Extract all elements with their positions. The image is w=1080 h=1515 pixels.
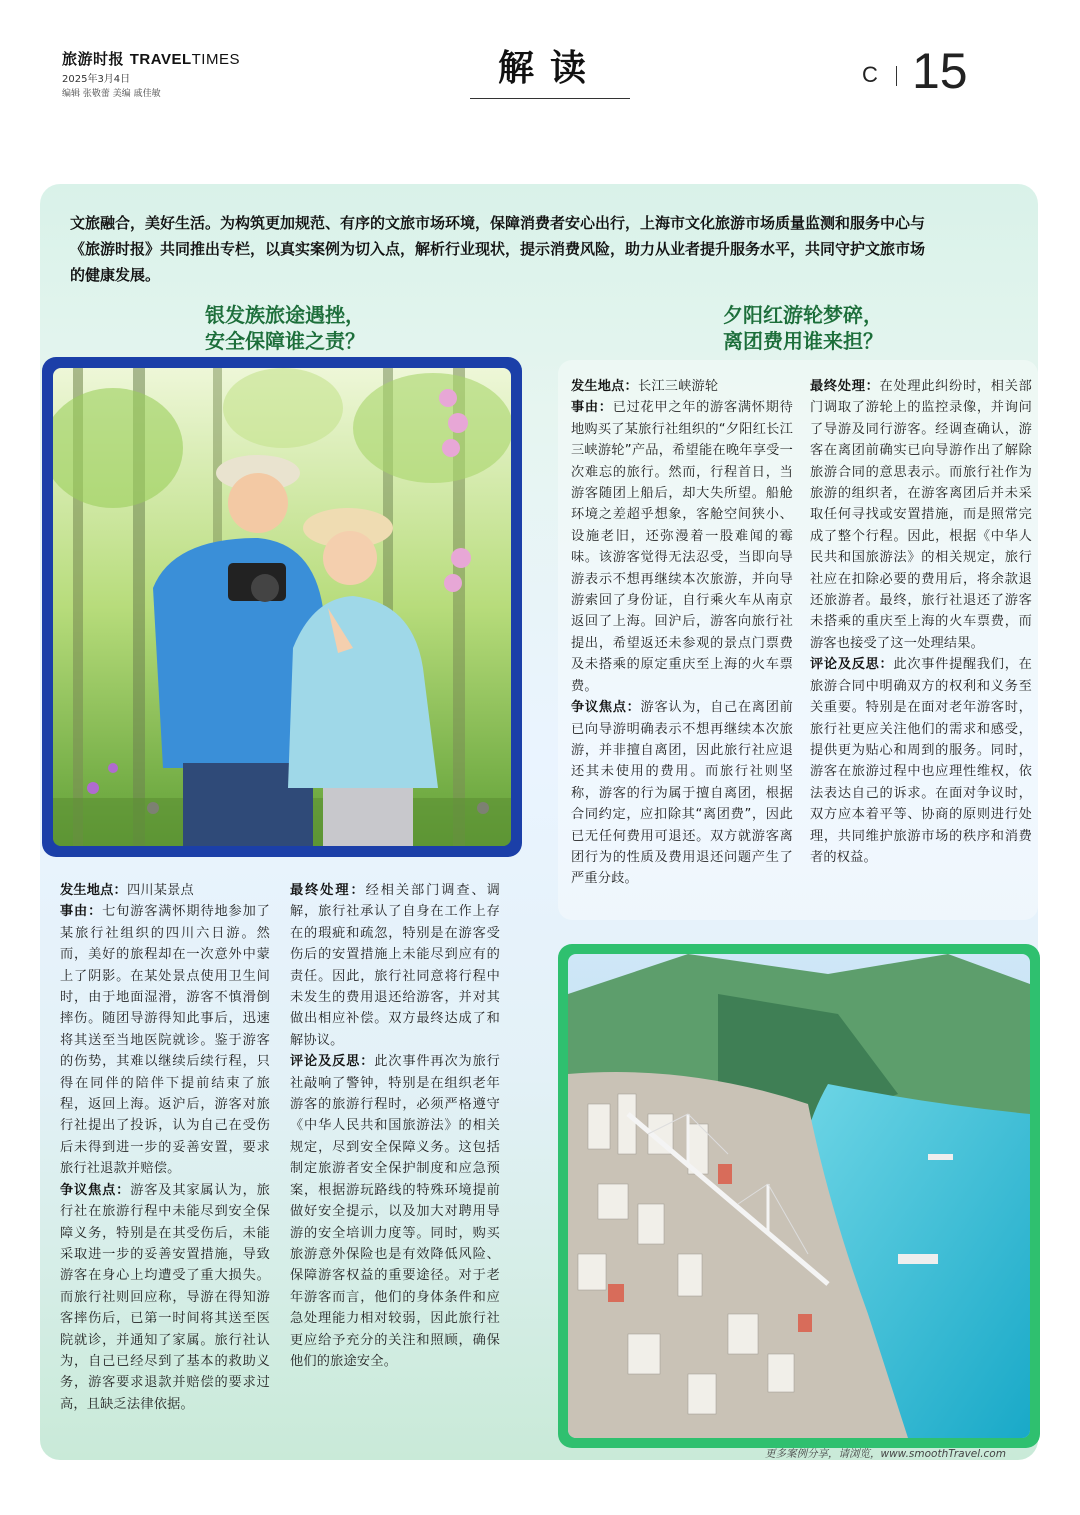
case2-title-line2: 离团费用谁来担？ bbox=[723, 329, 883, 353]
case1-location: 四川某景点 bbox=[126, 883, 194, 898]
section-title: 解读 bbox=[497, 47, 602, 89]
case1-title-line1: 银发族旅途遇挫， bbox=[205, 303, 365, 327]
case1-dispute-label: 争议焦点： bbox=[60, 1182, 131, 1198]
case2-review: 此次事件提醒我们，在旅游合同中明确双方的权利和义务至关重要。特别是在面对老年游客时，旅行社更应关注他们的需求和感受，提供更为贴心和周到的服务。同时，游客在旅游过程中也应理性维权，依法表达自己的诉求。在面对争议时，双方应本着平等、协商的原则进行处理，共同维护旅游市场的秩序和消费者的权益。 bbox=[810, 657, 1033, 865]
case1-review: 此次事件再次为旅行社敲响了警钟，特别是在组织老年游客的旅游行程时，必须严格遵守《中华人民共和国旅游法》的相关规定，尽到安全保障义务。这包括制定旅游者安全保护制度和应急预案，根据游玩路线的特殊环境提前做好安全提示，以及加大对聘用导游的安全培训力度等。同时，购买旅游意外保险也是有效降低风险、保障游客权益的重要途径。对于老年游客而言，他们的身体条件和应急处理能力相对较弱，因此旅行社更应给予充分的关注和照顾，确保他们的旅途安全。 bbox=[290, 1054, 500, 1369]
case2-final: 在处理此纠纷时，相关部门调取了游轮上的监控录像，并询问了导游及同行游客。经调查确认，游客在离团前确实已向导游作出了解除旅游合同的意思表示。而旅行社作为旅游的组织者，在游客离团后并未采取任何寻找或安置措施，而是照常完成了整个行程。因此，根据《中华人民共和国旅游法》的相关规定，旅行社应在扣除必要的费用后，将余款退还旅游者。最终，旅行社退还了游客未搭乘的重庆至上海的火车票费，而游客也接受了这一处理结果。 bbox=[810, 379, 1033, 651]
three-gorges-photo bbox=[558, 944, 1040, 1448]
case1-location-label: 发生地点： bbox=[60, 883, 127, 898]
couple-illustration bbox=[53, 368, 511, 846]
case1-column-1 bbox=[60, 880, 270, 1415]
masthead bbox=[62, 48, 240, 69]
page-letter: C bbox=[862, 62, 897, 88]
case2-column-1 bbox=[571, 376, 793, 890]
issue-date: 2025年3月4日 bbox=[62, 74, 131, 85]
case1-dispute: 游客及其家属认为，旅行社在旅游行程中未能尽到安全保障义务，特别是在其受伤后，未能采取进一步的妥善安置措施，导致游客在身心上均遭受了重大损失。而旅行社则回应称，导游在得知游客摔伤后，已第一时间将其送至医院就诊，并通知了家属。旅行社认为，自己已经尽到了基本的救助义务，游客要求退款并赔偿的要求过高，且缺乏法律依据。 bbox=[60, 1182, 270, 1412]
case2-title bbox=[678, 302, 928, 354]
case2-column-2 bbox=[810, 376, 1032, 868]
footer-link-text: 更多案例分享，请浏览，www.smoothTravel.com bbox=[765, 1448, 1006, 1460]
case1-column-2 bbox=[290, 880, 500, 1372]
section-divider bbox=[470, 98, 630, 99]
intro-paragraph: 文旅融合，美好生活。为构筑更加规范、有序的文旅市场环境，保障消费者安心出行，上海市文化旅游市场质量监测和服务中心与《旅游时报》共同推出专栏，以真实案例为切入点，解析行业现状，提示消费风险，助力从业者提升服务水平，共同守护文旅市场的健康发展。 bbox=[70, 214, 926, 284]
brand-en-bold: TRAVEL bbox=[129, 51, 192, 68]
case2-event-label: 事由： bbox=[571, 400, 613, 416]
elderly-couple-photo bbox=[42, 357, 522, 857]
editor-credit: 编辑 张敬蕾 美编 戚佳敏 bbox=[62, 89, 161, 99]
case1-review-label: 评论及反思： bbox=[290, 1054, 375, 1070]
case2-location: 长江三峡游轮 bbox=[637, 379, 719, 394]
case1-event: 七旬游客满怀期待地参加了某旅行社组织的四川六日游。然而，美好的旅程却在一次意外中蒙上了阴影。在某处景点使用卫生间时，由于地面湿滑，游客不慎滑倒摔伤。随团导游得知此事后，迅速将其送至当地医院就诊。鉴于游客的伤势，其难以继续后续行程，只得在同伴的陪伴下提前结束了旅程，返回上海。返沪后，游客对旅行社提出了投诉，认为自己在受伤后未得到进一步的妥善安置，要求旅行社退款并赔偿。 bbox=[60, 904, 270, 1177]
case2-location-label: 发生地点： bbox=[571, 379, 638, 394]
case2-dispute-label: 争议焦点： bbox=[571, 700, 641, 716]
brand-cn: 旅游时报 bbox=[62, 50, 125, 68]
case1-final: 经相关部门调查、调解，旅行社承认了自身在工作上存在的瑕疵和疏忽，特别是在游客受伤后的安置措施上未能尽到应有的责任。因此，旅行社同意将行程中未发生的费用退还给游客，并对其做出相应补偿。双方最终达成了和解协议。 bbox=[290, 883, 500, 1048]
case1-event-label: 事由： bbox=[60, 904, 103, 920]
case1-final-label: 最终处理： bbox=[290, 883, 366, 898]
page-number: 15 bbox=[912, 43, 968, 99]
case2-dispute: 游客认为，自己在离团前已向导游明确表示不想再继续本次旅游，并非擅自离团，因此旅行社应退还其未使用的费用。而旅行社则坚称，游客的行为属于擅自离团，根据合同约定，应扣除其“离团费”，因此已无任何费用可退还。双方就游客离团行为的性质及费用退还问题产生了严重分歧。 bbox=[571, 700, 794, 887]
river-illustration bbox=[568, 954, 1030, 1438]
case1-title-line2: 安全保障谁之责？ bbox=[205, 329, 365, 353]
brand-en-light: TIMES bbox=[191, 51, 240, 68]
case1-title bbox=[160, 302, 410, 354]
case2-review-label: 评论及反思： bbox=[810, 657, 894, 673]
case2-final-label: 最终处理： bbox=[810, 379, 880, 394]
case2-event: 已过花甲之年的游客满怀期待地购买了某旅行社组织的“夕阳红长江三峡游轮”产品，希望能在晚年享受一次难忘的旅行。然而，行程首日，当游客随团上船后，却大失所望。船舱环境之差超乎想象，客舱空间狭小、设施老旧，还弥漫着一股难闻的霉味。该游客觉得无法忍受，当即向导游表示不想再继续本次旅游，并向导游索回了身份证，自行乘火车从南京返回了上海。回沪后，游客向旅行社提出，希望返还未参观的景点门票费及未搭乘的原定重庆至上海的火车票费。 bbox=[571, 400, 793, 694]
case2-title-line1: 夕阳红游轮梦碎， bbox=[723, 303, 883, 327]
